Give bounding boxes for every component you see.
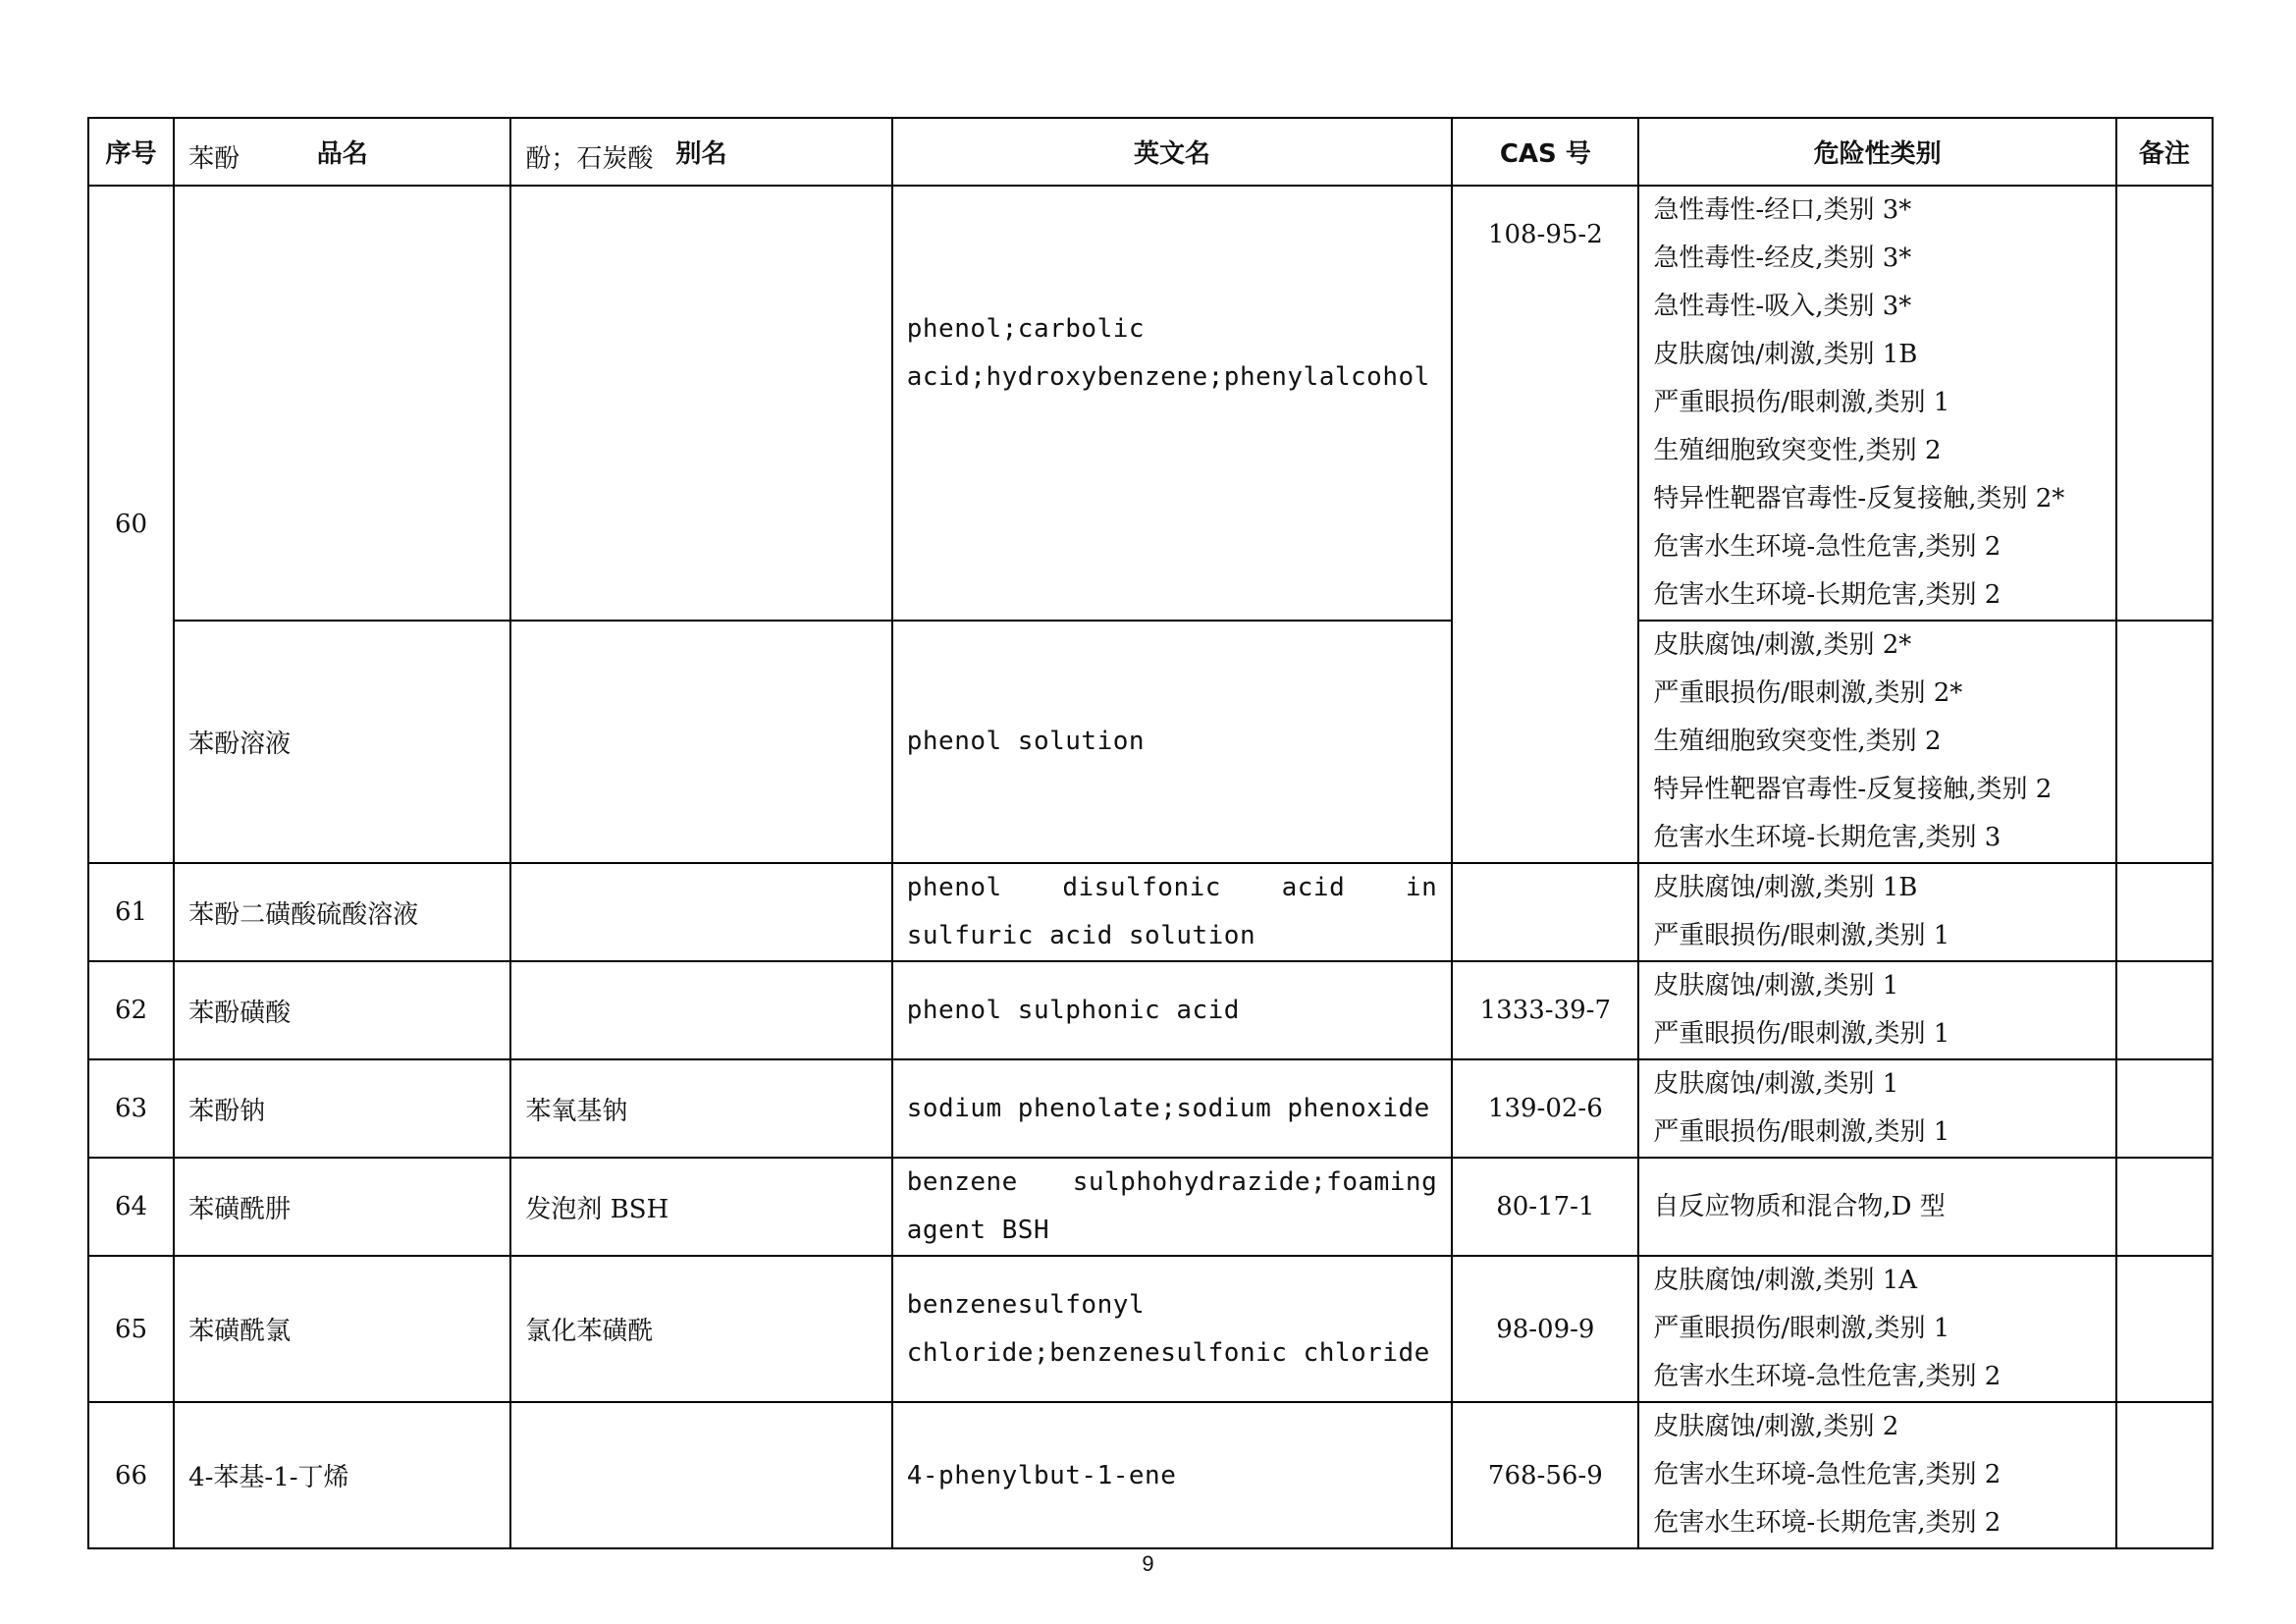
cell-name: 苯酚二磺酸硫酸溶液 (174, 863, 510, 961)
hazard-line: 急性毒性-经口,类别 3* (1653, 195, 1912, 225)
table-row (88, 1158, 2213, 1256)
table-row (88, 186, 2213, 621)
cell-cas (1452, 863, 1638, 961)
hazard-line: 危害水生环境-急性危害,类别 2 (1653, 1460, 2002, 1489)
cell-remark (2116, 863, 2213, 961)
hazard-line: 危害水生环境-长期危害,类别 2 (1653, 580, 2002, 610)
table-row (88, 621, 2213, 863)
hazard-line: 皮肤腐蚀/刺激,类别 1B (1653, 340, 1918, 369)
cell-remark (2116, 621, 2213, 863)
cell-name: 苯酚溶液 (174, 621, 510, 863)
hazard-line: 特异性靶器官毒性-反复接触,类别 2* (1653, 484, 2065, 514)
cell-remark (2116, 186, 2213, 621)
cell-name: 苯磺酰氯 (174, 1256, 510, 1402)
cell-english (892, 621, 1453, 863)
cell-hazard (1638, 1158, 2115, 1256)
cell-alias-text: 酚；石炭酸 (525, 143, 654, 174)
cell-no: 60 (88, 186, 174, 863)
cell-name: 苯酚磺酸 (174, 961, 510, 1059)
hazard-line: 生殖细胞致突变性,类别 2 (1653, 727, 1942, 756)
cell-no: 62 (88, 961, 174, 1059)
hazard-line: 严重眼损伤/眼刺激,类别 1 (1653, 1314, 1950, 1343)
hazard-line: 危害水生环境-长期危害,类别 2 (1653, 1508, 2002, 1538)
cell-no: 64 (88, 1158, 174, 1256)
cell-cas: 139-02-6 (1452, 1059, 1638, 1158)
cell-alias: 氯化苯磺酰 (510, 1256, 891, 1402)
cell-name: 4-苯基-1-丁烯 (174, 1402, 510, 1548)
cell-hazard (1638, 621, 2115, 863)
cell-english (892, 186, 1453, 621)
cell-no: 63 (88, 1059, 174, 1158)
header-hazard: 危险性类别 (1638, 118, 2115, 186)
cell-cas: 768-56-9 (1452, 1402, 1638, 1548)
hazard-line: 严重眼损伤/眼刺激,类别 2* (1653, 678, 1963, 708)
cell-remark (2116, 1402, 2213, 1548)
cell-hazard (1638, 863, 2115, 961)
hazard-line: 危害水生环境-急性危害,类别 2 (1653, 532, 2002, 562)
cell-hazard (1638, 1402, 2115, 1548)
hazard-line: 皮肤腐蚀/刺激,类别 1B (1653, 873, 1918, 902)
cell-alias (510, 961, 891, 1059)
cell-alias: 发泡剂 BSH (510, 1158, 891, 1256)
hazard-line: 皮肤腐蚀/刺激,类别 2* (1653, 630, 1912, 660)
hazard-line: 特异性靶器官毒性-反复接触,类别 2 (1653, 775, 2053, 804)
table-row (88, 1256, 2213, 1402)
english-line: phenol solution (906, 727, 1146, 756)
hazard-line: 严重眼损伤/眼刺激,类别 1 (1653, 1117, 1950, 1147)
cell-english (892, 1256, 1453, 1402)
cell-alias: 苯氧基钠 (510, 1059, 891, 1158)
hazard-line: 危害水生环境-长期危害,类别 3 (1653, 823, 2002, 852)
hazard-line: 皮肤腐蚀/刺激,类别 1 (1653, 1069, 1899, 1099)
cell-cas-text: 108-95-2 (1487, 220, 1603, 249)
cell-cas: 1333-39-7 (1452, 961, 1638, 1059)
cell-hazard (1638, 1059, 2115, 1158)
cell-hazard (1638, 1256, 2115, 1402)
cell-name-text: 苯酚 (188, 143, 240, 174)
english-line: phenol;carbolic (906, 313, 1146, 344)
table-row (88, 863, 2213, 961)
cell-cas: 80-17-1 (1452, 1158, 1638, 1256)
cell-remark (2116, 1256, 2213, 1402)
cell-cas: 98-09-9 (1452, 1256, 1638, 1402)
hazard-line: 严重眼损伤/眼刺激,类别 1 (1653, 921, 1950, 950)
cell-cas (1452, 186, 1638, 863)
cell-hazard (1638, 961, 2115, 1059)
hazard-line: 皮肤腐蚀/刺激,类别 1 (1653, 971, 1899, 1001)
header-name: 品名 (174, 118, 510, 186)
english-line: acid;hydroxybenzene;phenylalcohol (906, 361, 1430, 392)
hazard-line: 自反应物质和混合物,D 型 (1653, 1191, 1946, 1221)
table-row (88, 961, 2213, 1059)
chemical-table (87, 117, 2214, 1549)
hazard-line: 危害水生环境-急性危害,类别 2 (1653, 1362, 2002, 1391)
hazard-line: 皮肤腐蚀/刺激,类别 2 (1653, 1412, 1899, 1441)
hazard-line: 严重眼损伤/眼刺激,类别 1 (1653, 1019, 1950, 1049)
table-row (88, 1059, 2213, 1158)
cell-alias (510, 621, 891, 863)
hazard-line: 皮肤腐蚀/刺激,类别 1A (1653, 1266, 1918, 1295)
english-line: chloride;benzenesulfonic chloride (906, 1337, 1430, 1368)
cell-english: phenol sulphonic acid (892, 961, 1453, 1059)
cell-remark (2116, 1059, 2213, 1158)
cell-hazard (1638, 186, 2115, 621)
english-line: benzenesulfonyl (906, 1289, 1146, 1320)
cell-remark (2116, 1158, 2213, 1256)
hazard-line: 急性毒性-吸入,类别 3* (1653, 292, 1912, 321)
cell-name: 苯酚钠 (174, 1059, 510, 1158)
hazard-line: 生殖细胞致突变性,类别 2 (1653, 436, 1942, 465)
header-remark: 备注 (2116, 118, 2213, 186)
header-cas: CAS 号 (1452, 118, 1638, 186)
header-alias: 别名 (510, 118, 891, 186)
cell-no: 61 (88, 863, 174, 961)
header-english: 英文名 (892, 118, 1453, 186)
cell-alias (510, 863, 891, 961)
cell-english: 4-phenylbut-1-ene (892, 1402, 1453, 1548)
cell-no: 65 (88, 1256, 174, 1402)
hazard-line: 严重眼损伤/眼刺激,类别 1 (1653, 388, 1950, 417)
page-number: 9 (1142, 1551, 1154, 1576)
cell-english: sodium phenolate;sodium phenoxide (892, 1059, 1453, 1158)
header-no: 序号 (88, 118, 174, 186)
cell-name: 苯磺酰肼 (174, 1158, 510, 1256)
hazard-line: 急性毒性-经皮,类别 3* (1653, 244, 1912, 273)
cell-english: phenol disulfonic acid in sulfuric acid solution (892, 863, 1453, 961)
cell-alias (510, 1402, 891, 1548)
cell-english: benzene sulphohydrazide;foaming agent BSH (892, 1158, 1453, 1256)
table-row (88, 1402, 2213, 1548)
cell-no: 66 (88, 1402, 174, 1548)
cell-remark (2116, 961, 2213, 1059)
